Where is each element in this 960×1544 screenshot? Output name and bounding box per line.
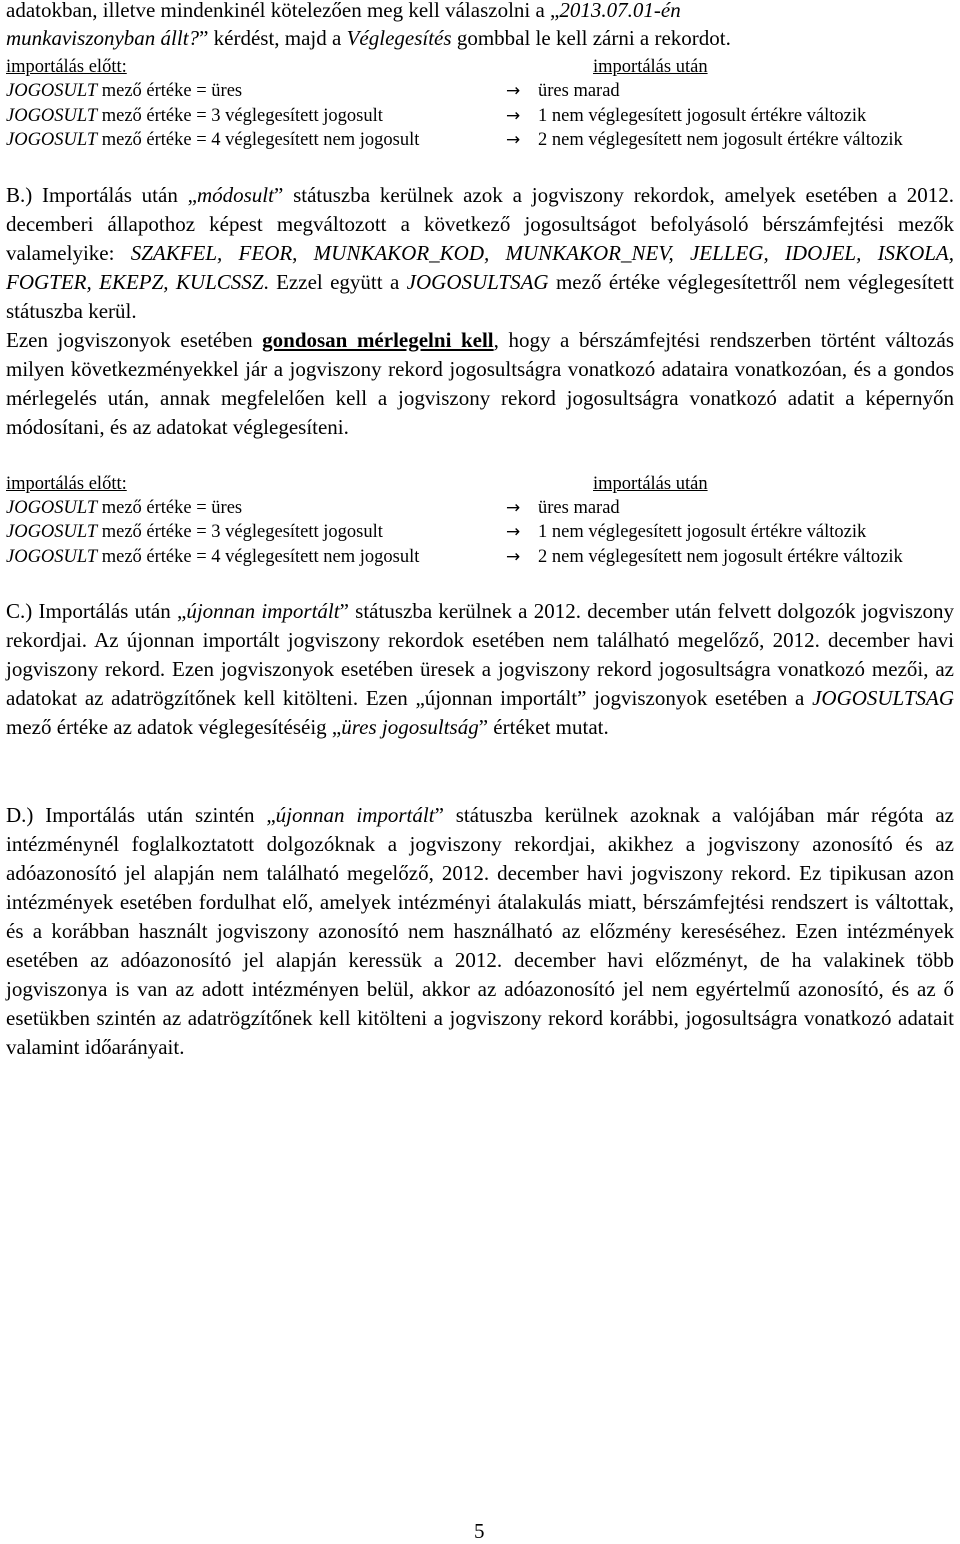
condition: mező értéke = üres [97,81,243,101]
field-name: JOGOSULT [6,81,98,101]
table-row: JOGOSULT mező értéke = 3 véglegesített jogosult [6,522,383,542]
status-name: módosult [196,183,274,207]
intro-date: 2013.07.01-én [559,0,681,22]
field-list: SZAKFEL, FEOR, MUNKAKOR_KOD, MUNKAKOR_NEV, JELLEG, IDOJEL, ISKOLA, FOGTER, EKEPZ, KULCSSZ [6,241,954,294]
table-row [6,79,242,103]
arrow-right-icon: → [506,81,521,101]
table-row [6,104,383,128]
result: 1 nem véglegesített jogosult értékre változik [538,522,867,542]
before-import-label: importálás előtt: [6,57,127,77]
result: üres marad [538,498,620,518]
status-name: újonnan importált [186,599,340,623]
after-import-label: importálás után [593,474,708,494]
after-import-label: importálás után [593,57,708,77]
intro-question: munkaviszonyban állt? [6,26,200,50]
field-name: JOGOSULTSAG [406,270,549,294]
intro-text: ” kérdést, majd a [199,26,347,50]
page-number: 5 [474,1519,485,1543]
arrow-right-icon: → [506,498,521,518]
result: üres marad [538,81,620,101]
section-c-paragraph: C.) Importálás után „újonnan importált” státuszba kerülnek a 2012. december után felvett dolgozók jogviszony rekordjai. Az újonnan importált jogviszony rekordok esetében nem található megelőző, 2012. december havi jogviszony rekord. Ezen jogviszonyok esetében üresek a jogviszony rekord jogosultságra vonatkozó mezői, az adatokat az adatrögzítőnek kell kitölteni. Ezen „újonnan importált” jogviszonyok esetében a JOGOSULTSAG mező értéke az adatok véglegesítéséig „üres jogosultság” értéket mutat. [6,599,954,739]
result: 2 nem véglegesített nem jogosult értékre változik [538,130,903,150]
intro-text: adatokban, illetve mindenkinél kötelezően meg kell válaszolni a „ [6,0,560,22]
table-row: JOGOSULT mező értéke = üres [6,498,243,518]
intro-line-1 [6,0,681,25]
intro-line-2 [6,24,731,53]
arrow-right-icon: → [506,547,521,567]
arrow-right-icon: → [506,522,521,542]
intro-text: gombbal le kell zárni a rekordot. [451,26,731,50]
section-b-paragraph-2: Ezen jogviszonyok esetében gondosan mérlegelni kell, hogy a bérszámfejtési rendszerben történt változás milyen következményekkel jár a jogviszony rekord jogosultságra vonatkozó adataira vonatkozóan, és a gondos mérlegelés után, annak megfelelően kell a jogviszony rekord jogosultságra vonatkozó adatit a képernyőn módosítani, és az adatokat véglegesíteni. [6,328,955,439]
table-row [6,128,419,152]
field-name: JOGOSULT [6,106,98,126]
finalize-button-reference: Véglegesítés [346,26,452,50]
before-import-label: importálás előtt: [6,474,127,494]
field-name: JOGOSULT [6,130,98,150]
arrow-right-icon: → [506,130,521,150]
result: 1 nem véglegesített jogosult értékre változik [538,106,867,126]
result: 2 nem véglegesített nem jogosult értékre változik [538,547,903,567]
table-row: JOGOSULT mező értéke = 4 véglegesített nem jogosult [6,547,420,567]
value-name: üres jogosultság [341,715,479,739]
emphasis: gondosan mérlegelni kell [262,328,494,352]
status-name: újonnan importált [275,803,435,827]
arrow-right-icon: → [506,106,521,126]
section-d-paragraph: D.) Importálás után szintén „újonnan importált” státuszba kerülnek azoknak a valójában már régóta az intézménynél foglalkoztatott dolgozóknak a jogviszony rekordjai, akikhez a jogviszony azonosító és az adóazonosító jel alapján nem található megelőző, 2012. december havi jogviszony rekord. Ez tipikusan azon intézmények esetében fordulhat elő, amelyek intézményi átalakulás miatt, bérszámfejtési rendszert is váltottak, és a korábban használt jogviszony azonosító nem használható az előzmény kereséséhez. Ezen intézmények esetében az adóazonosító jel alapján keressük a 2012. december havi előzményt, de ha valakinek több jogviszonya is van az adott intézményen belül, akkor az adóazonosító jel nem egyértelmű azonosító, és az ő esetükben szintén az adatrögzítőnek kell kitölteni a jogviszony rekord korábbi, jogosultságra vonatkozó adatait valamint időarányait. [6,803,954,1059]
field-name: JOGOSULTSAG [812,686,954,710]
condition: mező értéke = 3 véglegesített jogosult [97,106,383,126]
condition: mező értéke = 4 véglegesített nem jogosult [97,130,420,150]
section-b-paragraph-1: B.) Importálás után „módosult” státuszba kerülnek azok a jogviszony rekordok, amelyek esetében a 2012. decemberi állapothoz képest megváltozott a következő jogosultságot befolyásoló bérszámfejtési mezők valamelyike: SZAKFEL, FEOR, MUNKAKOR_KOD, MUNKAKOR_NEV, JELLEG, IDOJEL, ISKOLA, FOGTER, EKEPZ, KULCSSZ. Ezzel együtt a JOGOSULTSAG mező értéke véglegesítettről nem véglegesített státuszba kerül. [6,183,954,323]
